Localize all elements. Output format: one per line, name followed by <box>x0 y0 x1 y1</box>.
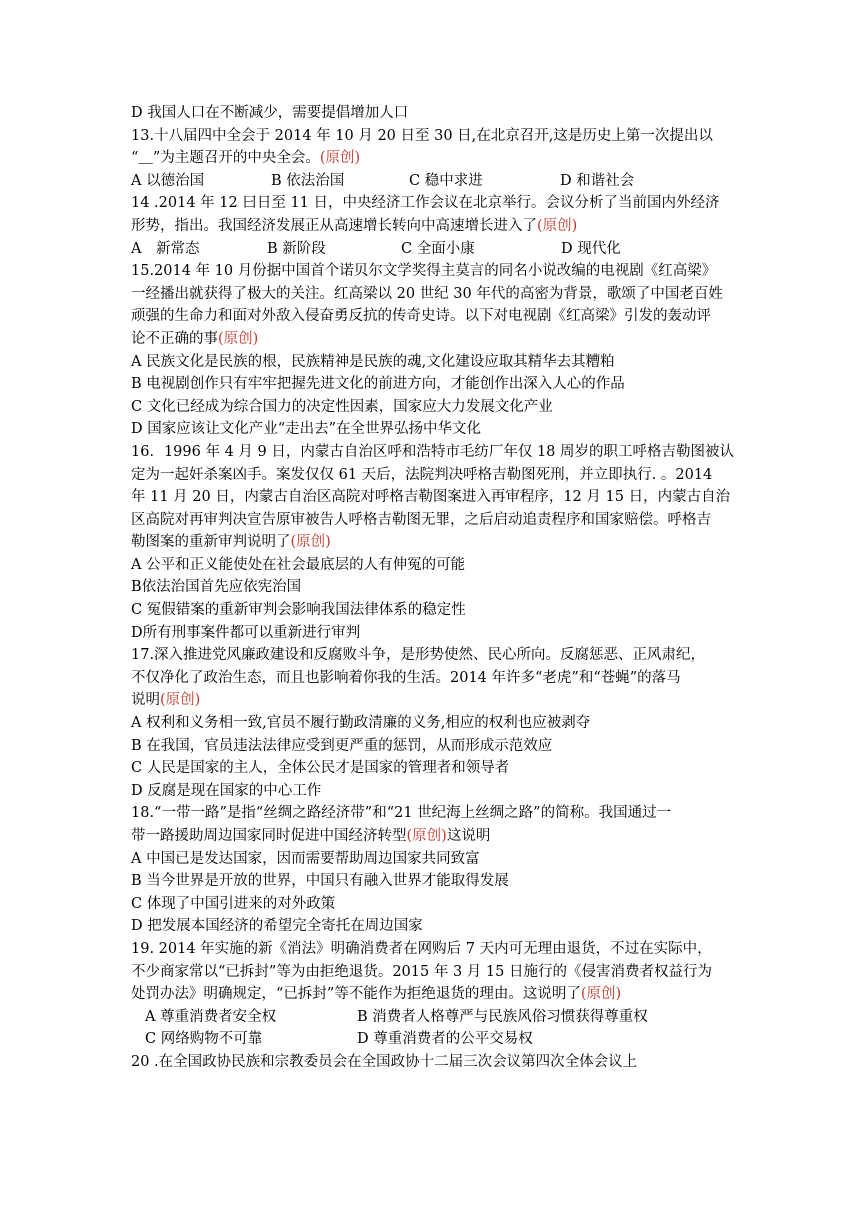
q13-stem-line2: “＿”为主题召开的中央全会。(原创) <box>131 150 361 167</box>
q13-option-a: A 以德治国 <box>131 172 205 189</box>
q17-option-a: A 权利和义务相一致,官员不履行勤政清廉的义务,相应的权利也应被剥夺 <box>131 715 591 732</box>
q15-stem-line3: 顽强的生命力和面对外敌入侵奋勇反抗的传奇史诗。以下对电视剧《红高梁》引发的轰动评 <box>131 308 711 325</box>
q13-options <box>131 170 731 193</box>
q19-stem-line3: 处罚办法》明确规定，“已拆封”等不能作为拒绝退货的理由。这说明了(原创) <box>131 986 622 1003</box>
original-tag: (原创) <box>580 986 622 1003</box>
q17-option-b: B 在我国，官员违法法律应受到更严重的惩罚，从而形成示范效应 <box>131 737 553 754</box>
q16-stem-line4: 区高院对再审判决宣告原审被告人呼格吉勒图无罪，之后启动追责程序和国家赔偿。呼格吉 <box>131 511 711 528</box>
q14-option-b: B 新阶段 <box>267 240 326 257</box>
q16-option-a: A 公平和正义能使处在社会最底层的人有伸冤的可能 <box>131 556 466 573</box>
q13-stem-line1: 13.十八届四中全会于 2014 年 10 月 20 日至 30 日,在北京召开,这是历史上第一次提出以 <box>131 127 713 144</box>
q18-option-c: C 体现了中国引进来的对外政策 <box>131 895 336 912</box>
q12-option-d: D 我国人口在不断减少，需要提倡增加人口 <box>131 105 409 121</box>
q16-stem-line2: 定为一起奸杀案凶手。案发仅仅 61 天后，法院判决呼格吉勒图死刑，并立即执行. 。2014 <box>131 466 713 483</box>
q19-options-row2 <box>131 1028 731 1051</box>
q15-option-a: A 民族文化是民族的根，民族精神是民族的魂,文化建设应取其精华去其糟粕 <box>131 353 615 370</box>
q15-stem-line2: 一经播出就获得了极大的关注。红高梁以 20 世纪 30 年代的高密为背景，歌颂了中国老百姓 <box>131 285 723 302</box>
q14-options <box>131 238 731 261</box>
q14-option-a: A 新常态 <box>131 240 200 257</box>
q14-option-c: C 全面小康 <box>401 240 475 257</box>
q17-option-d: D 反腐是现在国家的中心工作 <box>131 782 322 799</box>
original-tag: (原创) <box>290 534 331 551</box>
q16-stem-line3: 年 11 月 20 日，内蒙古自治区高院对呼格吉勒图案进入再审程序，12 月 15 日，内蒙古自治 <box>131 489 731 506</box>
q14-stem-line1: 14 .2014 年 12 曰日至 11 日，中央经济工作会议在北京举行。会议分析了当前国内外经济 <box>131 195 720 212</box>
q19-option-a: A 尊重消费者安全权 <box>145 1008 277 1025</box>
q15-stem-line4: 论不正确的事(原创) <box>131 330 259 347</box>
original-tag: (原创) <box>319 150 361 167</box>
original-tag: (原创) <box>218 330 259 347</box>
original-tag: (原创) <box>160 692 201 709</box>
q19-option-b: B 消费者人格尊严与民族风俗习惯获得尊重权 <box>357 1008 648 1025</box>
q20-stem-line1: 20 .在全国政协民族和宗教委员会在全国政协十二届三次会议第四次全体会议上 <box>131 1053 638 1070</box>
q17-stem-line3: 说明(原创) <box>131 692 201 709</box>
q18-option-a: A 中国已是发达国家，因而需要帮助周边国家共同致富 <box>131 850 480 867</box>
original-tag: (原创) <box>406 828 447 844</box>
q16-stem-line1: 16．1996 年 4 月 9 日，内蒙古自治区呼和浩特市毛纺厂年仅 18 周岁的职工呼格吉勒图被认 <box>131 443 735 460</box>
q18-option-d: D 把发展本国经济的希望完全寄托在周边国家 <box>131 918 423 935</box>
q14-option-d: D 现代化 <box>561 240 621 257</box>
question-list <box>131 102 735 1074</box>
q15-option-c: C 文化已经成为综合国力的决定性因素，国家应大力发展文化产业 <box>131 398 553 415</box>
q17-stem-line1: 17.深入推进党风廉政建设和反腐败斗争，是形势使然、民心所向。反腐惩恶、正风肃纪， <box>131 647 706 664</box>
q16-option-c: C 冤假错案的重新审判会影响我国法律体系的稳定性 <box>131 602 466 619</box>
q13-option-c: C 稳中求进 <box>409 172 483 189</box>
q19-stem-line1: 19. 2014 年实施的新《消法》明确消费者在网购后 7 天内可无理由退货，不过在实际中， <box>131 940 712 957</box>
q19-option-d: D 尊重消费者的公平交易权 <box>357 1031 533 1048</box>
q19-option-c: C 网络购物不可靠 <box>145 1031 263 1048</box>
q18-option-b: B 当今世界是开放的世界，中国只有融入世界才能取得发展 <box>131 873 509 890</box>
q17-stem-line2: 不仅净化了政治生态，而且也影响着你我的生活。2014 年许多“老虎”和“苍蝇”的落马 <box>131 669 681 686</box>
q19-options-row1 <box>131 1006 731 1029</box>
q15-stem-line1: 15.2014 年 10 月份据中国首个诺贝尔文学奖得主莫言的同名小说改编的电视剧《红高梁》 <box>131 263 717 280</box>
original-tag: (原创) <box>537 217 578 234</box>
q18-stem-line2: 带一路援助周边国家同时促进中国经济转型(原创)这说明 <box>131 828 491 844</box>
q15-option-b: B 电视剧创作只有牢牢把握先进文化的前进方向，才能创作出深入人心的作品 <box>131 376 625 393</box>
q13-option-b: B 依法治国 <box>271 172 345 189</box>
q16-option-b: B依法治国首先应依宪治国 <box>131 579 302 596</box>
q15-option-d: D 国家应该让文化产业“走出去”在全世界弘扬中华文化 <box>131 421 482 438</box>
q13-option-d: D 和谐社会 <box>560 172 635 189</box>
q18-stem-line1: 18.“一带一路”是指“丝绸之路经济带”和“21 世纪海上丝绸之路”的简称。我国通过一 <box>131 805 672 822</box>
q19-stem-line2: 不少商家常以“已拆封”等为由拒绝退货。2015 年 3 月 15 日施行的《侵害消费者权益行为 <box>131 963 712 980</box>
q14-stem-line2: 形势，指出。我国经济发展正从高速增长转向中高速增长进入了(原创) <box>131 217 578 234</box>
q17-option-c: C 人民是国家的主人，全体公民才是国家的管理者和领导者 <box>131 760 510 777</box>
q16-option-d: D所有刑事案件都可以重新进行审判 <box>131 624 361 641</box>
q16-stem-line5: 勒图案的重新审判说明了(原创) <box>131 534 331 551</box>
